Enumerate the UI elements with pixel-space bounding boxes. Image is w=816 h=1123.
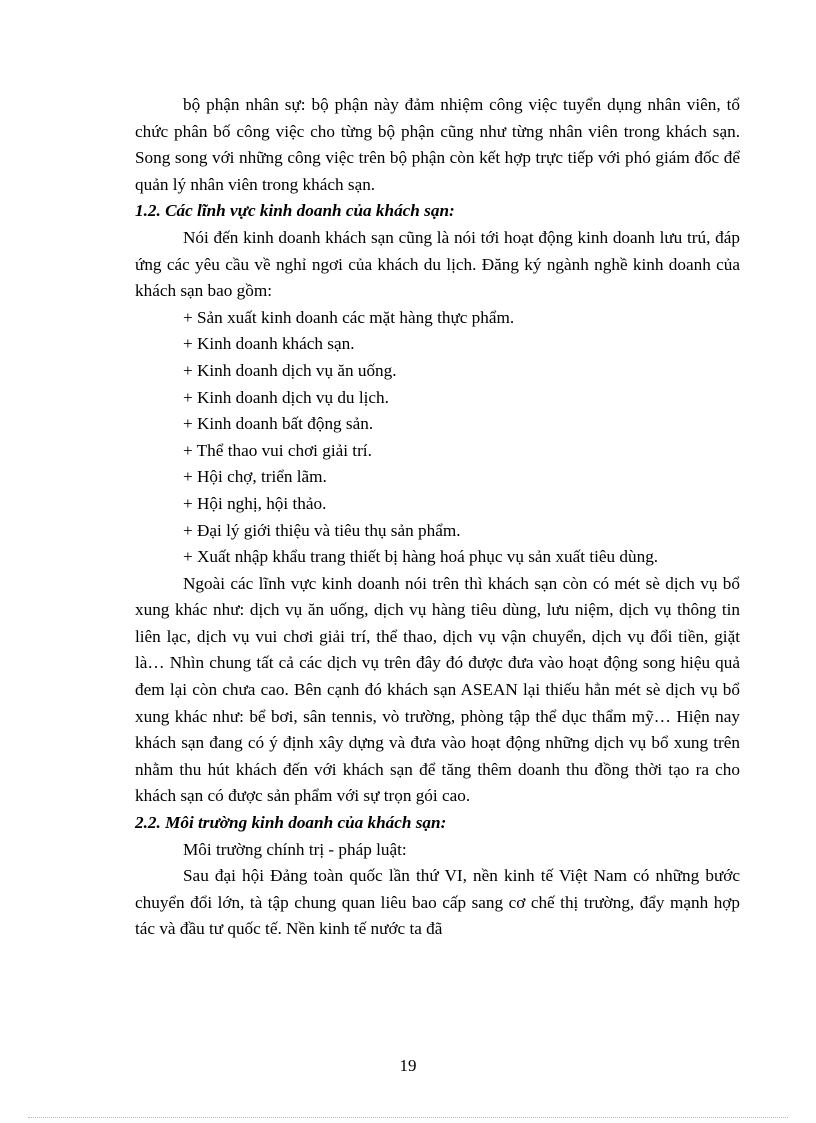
list-item: + Kinh doanh dịch vụ du lịch.	[183, 387, 389, 407]
page-number: 19	[399, 1056, 417, 1075]
document-body	[135, 92, 740, 943]
paragraph-economic-reform: Sau đại hội Đảng toàn quốc lần thứ VI, nền kinh tế Việt Nam có những bước chuyển đổi lớn, tà tập chung quan liêu bao cấp sang cơ chế thị trường, đẩy mạnh hợp tác và đầu tư quốc tế. Nền kinh tế nước ta đã	[135, 866, 740, 939]
list-item: + Kinh doanh dịch vụ ăn uống.	[183, 360, 397, 380]
list-item: + Kinh doanh khách sạn.	[183, 334, 355, 354]
list-item: + Sản xuất kinh doanh các mặt hàng thực phẩm.	[183, 307, 515, 327]
paragraph-business-intro: Nói đến kinh doanh khách sạn cũng là nói tới hoạt động kinh doanh lưu trú, đáp ứng các yêu cầu về nghỉ ngơi của khách du lịch. Đăng ký ngành nghề kinh doanh của khách sạn bao gồm:	[135, 227, 740, 301]
paragraph-hr-department: bộ phận nhân sự: bộ phận này đảm nhiệm công việc tuyển dụng nhân viên, tổ chức phân bố công việc cho từng bộ phận cũng như từng nhân viên trong khách sạn. Song song với những công việc trên bộ phận còn kết hợp trực tiếp với phó giám đốc để quản lý nhân viên trong khách sạn.	[135, 95, 740, 194]
list-item: + Hội chợ, triển lãm.	[183, 467, 327, 487]
list-item: + Kinh doanh bất động sản.	[183, 414, 374, 434]
paragraph-additional-services: Ngoài các lĩnh vực kinh doanh nói trên thì khách sạn còn có mét sè dịch vụ bổ xung khác như: dịch vụ ăn uống, dịch vụ hàng tiêu dùng, lưu niệm, dịch vụ thông tin liên lạc, dịch vụ vui chơi giải trí, thể thao, dịch vụ vận chuyển, dịch vụ đổi tiền, giặt là… Nhìn chung tất cả các dịch vụ trên đây đó được đưa vào hoạt động song hiệu quả đem lại còn chưa cao. Bên cạnh đó khách sạn ASEAN lại thiếu hẳn mét sè dịch vụ bổ xung khác như: bể bơi, sân tennis, vò trường, phòng tập thể dục thẩm mỹ… Hiện nay khách sạn đang có ý định xây dựng và đưa vào hoạt động những dịch vụ bổ xung trên nhằm thu hút khách đến với khách sạn để tăng thêm doanh thu đồng thời tạo ra cho khách sạn có được sản phẩm với sự trọn gói cao.	[135, 573, 740, 806]
list-item: + Thể thao vui chơi giải trí.	[183, 440, 372, 460]
paragraph-political-legal: Môi trường chính trị - pháp luật:	[183, 839, 407, 859]
business-lines-list	[135, 305, 740, 571]
list-item: + Hội nghị, hội thảo.	[183, 493, 327, 513]
list-item: + Đại lý giới thiệu và tiêu thụ sản phẩm.	[183, 520, 461, 540]
section-heading-business-environment: 2.2. Môi trường kinh doanh của khách sạn:	[135, 813, 447, 833]
list-item: + Xuất nhập khẩu trang thiết bị hàng hoá phục vụ sản xuất tiêu dùng.	[183, 547, 659, 567]
page-bottom-divider	[28, 1117, 788, 1118]
section-heading-business-fields: 1.2. Các lĩnh vực kinh doanh của khách sạn:	[135, 201, 455, 221]
